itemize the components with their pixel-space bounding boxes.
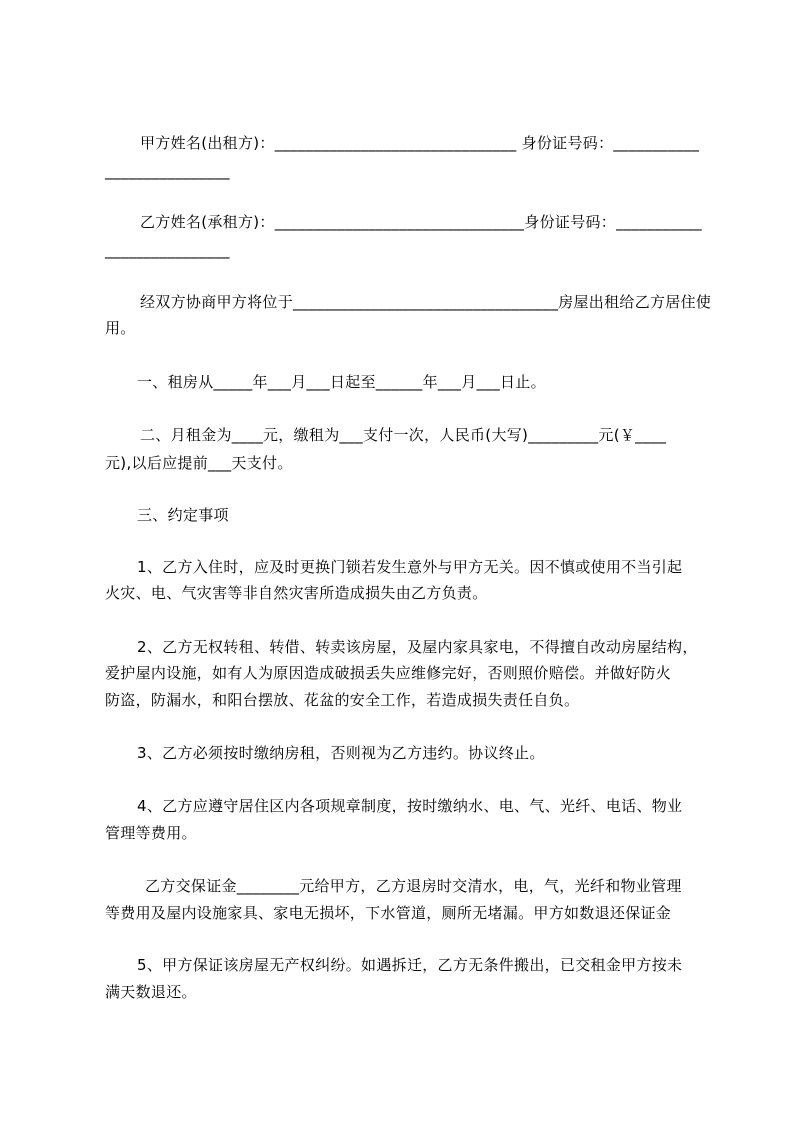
party-b-name-line: 乙方姓名(承租方)：________________________________身份证号码：___________ (140, 213, 702, 231)
clause-2-rent-continuation: 元),以后应提前___天支付。 (105, 454, 293, 472)
term-2-line-1: 2、乙方无权转租、转借、转卖该房屋，及屋内家具家电，不得擅自改动房屋结构， (137, 638, 698, 656)
party-a-name-line: 甲方姓名(出租方)：_______________________________ 身份证号码：___________ (140, 134, 700, 152)
term-4-line-2: 管理等费用。 (105, 824, 197, 842)
party-a-id-continuation: ________________ (105, 162, 230, 180)
property-location-continuation: 用。 (105, 319, 136, 337)
term-3-line: 3、乙方必须按时缴纳房租，否则视为乙方违约。协议终止。 (137, 744, 545, 762)
term-2-line-2: 爱护屋内设施，如有人为原因造成破损丢失应维修完好，否则照价赔偿。并做好防火 (105, 664, 672, 682)
clause-3-heading: 三、约定事项 (137, 506, 229, 524)
term-2-line-3: 防盗，防漏水，和阳台摆放、花盆的安全工作，若造成损失责任自负。 (105, 691, 580, 709)
party-b-id-continuation: ________________ (105, 241, 230, 259)
term-4-line-1: 4、乙方应遵守居住区内各项规章制度，按时缴纳水、电、气、光纤、电话、物业 (137, 797, 683, 815)
term-1-line-1: 1、乙方入住时，应及时更换门锁若发生意外与甲方无关。因不慎或使用不当引起 (137, 558, 683, 576)
deposit-line-2: 等费用及屋内设施家具、家电无损坏，下水管道，厕所无堵漏。甲方如数退还保证金 (105, 904, 672, 922)
term-5-line-2: 满天数退还。 (105, 983, 197, 1001)
clause-1-rental-period: 一、租房从_____年___月___日起至______年___月___日止。 (137, 373, 546, 391)
term-1-line-2: 火灾、电、气灾害等非自然灾害所造成损失由乙方负责。 (105, 584, 488, 602)
deposit-line-1: 乙方交保证金________元给甲方，乙方退房时交清水，电，气，光纤和物业管理 (145, 877, 682, 895)
term-5-line-1: 5、甲方保证该房屋无产权纠纷。如遇拆迁，乙方无条件搬出，已交租金甲方按未 (137, 956, 683, 974)
clause-2-rent-line: 二、月租金为____元，缴租为___支付一次，人民币(大写)_________元(￥____ (140, 426, 667, 444)
property-location-line: 经双方协商甲方将位于__________________________________房屋出租给乙方居住使 (140, 293, 712, 311)
